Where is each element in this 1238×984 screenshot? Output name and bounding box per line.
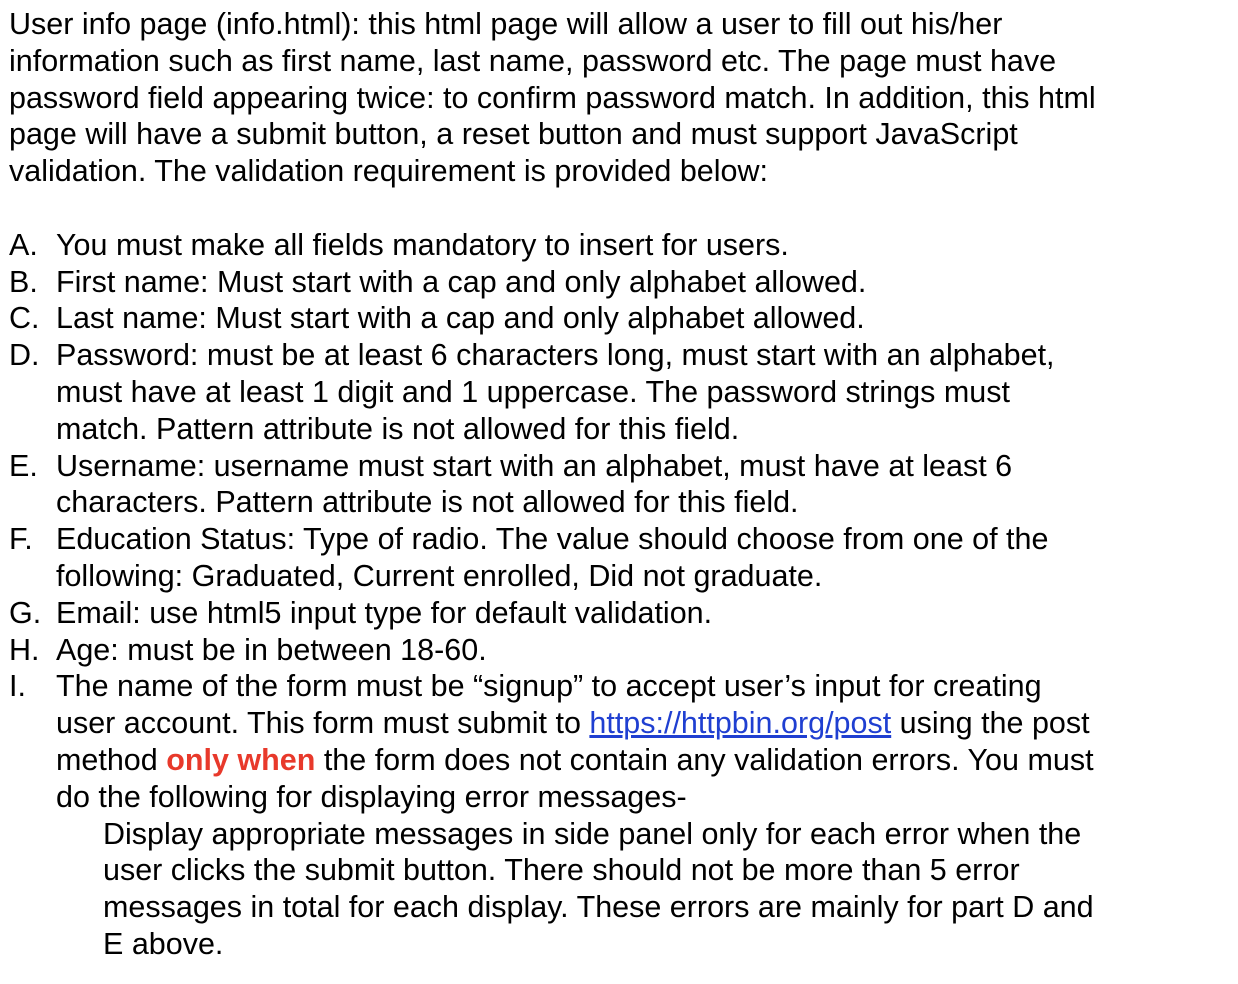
requirement-e [9,448,1231,522]
requirement-a [9,227,1231,264]
requirement-line [56,742,1231,779]
intro-line: page will have a submit button, a reset button and must support JavaScript [9,117,1018,152]
requirement-h [9,632,1231,669]
requirement-text [56,264,1231,301]
list-marker: G. [9,595,42,630]
requirement-d [9,337,1231,447]
intro-paragraph [9,6,1231,190]
requirement-b [9,264,1231,301]
httpbin-post-link[interactable]: https://httpbin.org/post [589,706,892,741]
requirement-f [9,521,1231,595]
list-marker: I. [9,669,26,704]
requirement-line: Last name: Must start with a cap and only alphabet allowed. [56,301,865,336]
list-marker: H. [9,632,40,667]
requirements-list [9,227,1231,963]
requirement-text [56,227,1231,264]
line-text: method [56,742,167,777]
requirement-line: characters. Pattern attribute is not allowed for this field. [56,485,799,520]
requirement-text [56,595,1231,632]
assignment-document [9,6,1231,963]
requirement-text [56,337,1231,447]
requirement-line: The name of the form must be “signup” to accept user’s input for creating [56,669,1042,704]
subparagraph-line: messages in total for each display. These errors are mainly for part D and [103,890,1094,925]
requirement-line: do the following for displaying error messages- [56,779,687,814]
intro-line: information such as first name, last name, password etc. The page must have [9,43,1057,78]
requirement-line: Education Status: Type of radio. The value should choose from one of the [56,522,1049,557]
requirement-g [9,595,1231,632]
requirement-line: following: Graduated, Current enrolled, Did not graduate. [56,558,823,593]
intro-line: validation. The validation requirement is provided below: [9,154,768,189]
list-marker: F. [9,522,33,557]
subparagraph-line: user clicks the submit button. There should not be more than 5 error [103,853,1020,888]
requirement-line: You must make all fields mandatory to insert for users. [56,227,789,262]
requirement-line: Password: must be at least 6 characters long, must start with an alphabet, [56,338,1055,373]
requirement-i [9,668,1231,962]
only-when-emphasis: only when [166,742,316,777]
requirement-text [56,521,1231,595]
requirement-text [56,632,1231,669]
list-marker: D. [9,338,40,373]
requirement-text [56,448,1231,522]
list-marker: A. [9,227,38,262]
requirement-line: Username: username must start with an alphabet, must have at least 6 [56,448,1013,483]
line-text: user account. This form must submit to [56,706,590,741]
list-marker: E. [9,448,38,483]
line-text: using the post [891,706,1090,741]
requirement-line: must have at least 1 digit and 1 uppercase. The password strings must [56,374,1010,409]
intro-line: User info page (info.html): this html page will allow a user to fill out his/her [9,7,1003,41]
list-marker: B. [9,264,38,299]
subparagraph-line: E above. [103,926,224,961]
requirement-text [56,668,1231,962]
line-text: the form does not contain any validation errors. You must [315,742,1094,777]
subparagraph-line: Display appropriate messages in side panel only for each error when the [103,816,1082,851]
requirement-text [56,300,1231,337]
list-marker: C. [9,301,40,336]
intro-line: password field appearing twice: to confirm password match. In addition, this html [9,80,1096,115]
requirement-line [56,705,1231,742]
requirement-line: match. Pattern attribute is not allowed for this field. [56,411,740,446]
error-display-subparagraph [103,816,1231,963]
requirement-line: First name: Must start with a cap and only alphabet allowed. [56,264,867,299]
requirement-line: Age: must be in between 18-60. [56,632,487,667]
requirement-line: Email: use html5 input type for default validation. [56,595,713,630]
requirement-c [9,300,1231,337]
